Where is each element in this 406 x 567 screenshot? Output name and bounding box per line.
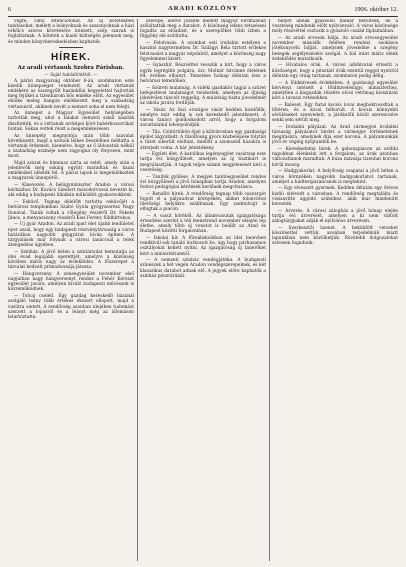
text-column-1 (8, 19, 134, 563)
article-paragraph: — Kereskedelmi hírek. A gabonapiacon az utóbbi napokban élénkebb lett a forgalom, az árak azonban változatlanok maradtak. A búza mázsája tizenhat korona körül mozog. (272, 147, 398, 168)
article-paragraph: — Vásár. Az őszi országos vásár kedden kezdődik, amelyre már eddig is sok kereskedő jelentkezett. A városi tanács gondoskodott arról, hogy a forgalom zavartalanul lebonyolódjék. (140, 107, 266, 129)
article-paragraph: — Az aradi orvosok bálja. Az aradi orvosegyesület november második felében rendezi szokásos jótékonycélú bálját, amelynek jövedelme a szegény betegek segélyezésére szolgál. A bál iránt máris élénk érdeklődés mutatkozik. (272, 36, 398, 62)
article-paragraph: — Színház. A jövő héten a színtársulat bemutatja az idei évad legújabb operettjét, amelyre a közönség körében máris nagy az érdeklődés. A főszerepet a társulat kedvelt primadonnája játssza. (8, 249, 134, 271)
article-paragraph: végre, című intenciótokat. Az új kötetekben tanításokat, mellett a leányoknak és asszonyoknak a házi erkölcs szoros követésére intézett, szép szavak is foglaltatnak. A kötetek a kiadó költségén jelennek meg, és minden könyvkereskedésben kaphatók. (8, 19, 134, 45)
article-paragraph: — Rendőri hírek. A rendőrség tegnap több csavargót fogott el a pályaudvar környékén, akiket toloncúton illetőségi helyükre szállítanak. Egy zsebtolvajt is elfogtak a piacon. (140, 191, 266, 213)
column-divider (137, 19, 138, 561)
article-paragraph: Az ünnepély megnyitója után több szavalat következett, majd a szónok lelkes beszédben méltatta a vértanuk érdemeit, kiemelve, hogy az ő áldozatuk nélkül a szabadság eszméje nem ragyogna oly fényesen, mint most. (8, 133, 134, 160)
article-paragraph: — Egy elveszett gyermek. Kedden délután egy ötéves kisfiú eltévedt a városban. A rendőrség megtalálta és visszavitte aggódó szüleihez, akik már mindenütt keresték. (272, 186, 398, 207)
text-column-2 (140, 19, 266, 563)
article-paragraph: A párisi magyarság október 6-án, szombaton este kisebb ünnepséget rendezett. Az aradi vértanuk emlékére az összegyűlt hazánkfiai kegyelettel hajtották meg fejüket a tizenhárom hős emléke előtt. Az egyesület elnöke meleg hangon emlékezett meg a szabadság vértanuiról, akiknek nevét a nemzet soha el nem felejti. (8, 78, 134, 110)
article-paragraph: — Irodalmi pályázat. Az Arad vármegyei irodalmi társaság pályázatot hirdet a vármegye történetének megírására, amelynek díja ezer korona. A pályamunkák jövő év végéig nyújtandók be. (272, 124, 398, 146)
article-paragraph: — Baleset. Egy fiatal kocsis lovai megbokrosodtak a főtéren, és a kocsi felborult. A kocsis könnyebb sérüléseket szenvedett, a járókelők közül szerencsére senki sem sérült meg. (272, 102, 398, 124)
masthead: ARADI KÖZLÖNY (168, 5, 238, 12)
article-paragraph: — Tűz. Csütörtökön éjjel a külvárosban egy gazdasági épület kigyulladt. A tűzoltóság gyors közbelépése folytán a tüzet sikerült eloltani, mielőtt a szomszéd házakra is átterjedt volna. A kár jelentékeny. (140, 130, 266, 151)
article-paragraph: — Iskolai hír. A főreáliskolában az idei tanévben rendkívül sok tanuló iratkozott be, úgy hogy párhuzamos osztályokat kellett nyitni. Az igazgatóság új tanerőket kért a minisztériumtól. (140, 236, 266, 257)
header-rule (8, 16, 398, 17)
article-paragraph: — Kinevezés. A belügyminiszter Aradon a városi kórházhoz Dr. Kovács Sándort másodorvossá nevezte ki, aki eddig a budapesti klinikán működött gyakornokként. (8, 183, 134, 199)
section-heading: HÍREK. (51, 51, 91, 63)
article-title: Az aradi vértanuk Szobra Párisban. (17, 64, 125, 71)
article-paragraph: szerepe, illetve Józsefé mellett magyar fordításban szólaltatták meg a darabot. A közönség lelkes tetszéssel fogadta az előadást, és a szereplőket több ízben a függöny elé szólította. (140, 19, 266, 40)
article-paragraph: Az ünnepet a Magyar Egyesület helyiségében tartották meg, ahol a falakat nemzeti színű zászlók díszítették, és a vértanuk arcképei köré babérkoszorúkat fontak. Sokan vettek részt a megemlékezésen. (8, 111, 134, 132)
article-paragraph: — Szüreti mulatság. A vidéki gazdakör tagjai a szüret befejeztével mulatságot rendeztek, amelyen az ifjúság jókedvűen táncolt reggelig. A mulatság tiszta jövedelmét az iskola javára fordítják. (140, 85, 266, 107)
article-paragraph: — Felolvasás. A szombat esti irodalmi estélyen a kaszinó nagytermében Dr. Szilágyi Béla tartott érdekes felolvasást a magyar népdalról, amelyet a közönség nagy figyelemmel kísért. (140, 41, 266, 62)
article-paragraph: — Uj gyár Aradon. Az aradi ipari élet újabb lendületet nyer azzal, hogy egy budapesti részvénytársaság a város határában nagyobb gépgyárat kíván építeni. A tárgyalások már folynak a városi tanáccsal a telek átengedése ügyében. (8, 222, 134, 249)
article-paragraph: Majd szózat és himnusz zárta az estét, amely után a jelenlevők még sokáig együtt maradtak és hazai emlékeiket idézték fel. A párisi lapok is megemlékeztek a magyarok ünnepéről. (8, 160, 134, 182)
article-paragraph: — Gyászhír. Részvéttel vesszük a hírt, hogy a város egyik legrégibb polgára, özv. Molnár Istvánné életének 84. évében elhunyt. Temetése holnap délután lesz a belvárosi temetőben. (140, 63, 266, 84)
article-paragraph: — A földmívesek érdekében. A gazdasági egyesület kérvényt intézett a földmívelésügyi miniszterhez, amelyben a kisgazdák részére olcsó vetőmag kiosztását kéri a tavaszi vetésekhez. (272, 80, 398, 101)
article-paragraph: — Esküvő. Tegnap délelőtt tartotta esküvőjét a belvárosi templomban Szabó Gyula gyógyszerész Nagy Ilonával. Tanúk voltak a vőlegény részéről Dr. Fekete János, a menyasszony részéről Kiss Ferenc földbirtokos. (8, 200, 134, 221)
page-number: 6 (8, 6, 12, 13)
text-column-3 (272, 19, 398, 563)
article-byline: — Saját tudósítónktól. — (44, 71, 98, 77)
article-paragraph: — Hangverseny. A zeneegyesület november első napjaiban nagy hangversenyt rendez a Fehér Kereszt egyesület javára, amelyen kiváló budapesti művészek is közreműködnek. (8, 272, 134, 293)
article-paragraph: — Árverés. A városi zálogház a jövő hónap elején tartja évi árverését, amelyen a ki nem váltott zálogtárgyakat adják el nyilvános árverésen. (272, 208, 398, 224)
article-paragraph: — Hadgyakorlat. A helyőrség csapatai a jövő héten a város környékén nagyobb hadgyakorlatot tartanak, amelyet a hadtestparancsnok is megtekint. (272, 169, 398, 185)
article-paragraph: — Egyleti élet. A katolikus legényegylet vasárnap este tartja évi közgyűlését, amelyen az új tisztikart is megválasztják. A tagok teljes számú megjelenését kéri a vezetőség. (140, 152, 266, 173)
article-paragraph: helyét annak gyászolói hamar betöltsék, de a veszteség mindenki előtt nyilvánvaló. A város közönsége mély részvéttel osztozik a gyászoló család fájdalmában. (272, 19, 398, 35)
column-divider (269, 19, 270, 561)
article-paragraph: — A vasút köréből. Az államvasutak igazgatósága értesítése szerint a téli menetrend november elsején lép életbe, amely több új vonatot is beállít az Arad és Budapest közötti forgalomban. (140, 213, 266, 235)
page-header (8, 5, 398, 16)
issue-date: 1906. október 12. (354, 6, 398, 13)
article-paragraph: — Szerkesztői üzenet. A beküldött verseket köszönettel vettük, azonban terjedelmük miatt lapunkban nem közölhetjük. Rövidebb dolgozatokat szívesen fogadunk. (272, 225, 398, 247)
article-paragraph: — Tanítók gyűlése. A megyei tanítóegyesület rendes évi közgyűlését a jövő hónapban tartja Aradon, amelyen fontos pedagógiai kérdések kerülnek megvitatásra. (140, 174, 266, 190)
article-paragraph: — Hivatalos órák. A városi adóhivatal értesíti a közönséget, hogy a pénztári órák ezentúl reggel nyolctól délután egy óráig tartanak, szombaton pedig délig. (272, 63, 398, 79)
article-paragraph: — A nemzeti színház vendégjátéka. A budapesti színészek a hét végén Aradon vendégszerepelnek, és két klasszikus darabot adnak elő. A jegyek előre kaphatók a színház pénztáránál. (140, 258, 266, 279)
article-paragraph: — Tolvaj cseléd. Egy gazdag kereskedő házánál szolgáló leány több értékes ékszert ellopott, majd a vasútra sietett. A rendőrség azonban idejében tudomást szerzett a lopásról és a leányt még az állomáson letartóztatta. (8, 294, 134, 320)
heading-rule (59, 47, 83, 48)
